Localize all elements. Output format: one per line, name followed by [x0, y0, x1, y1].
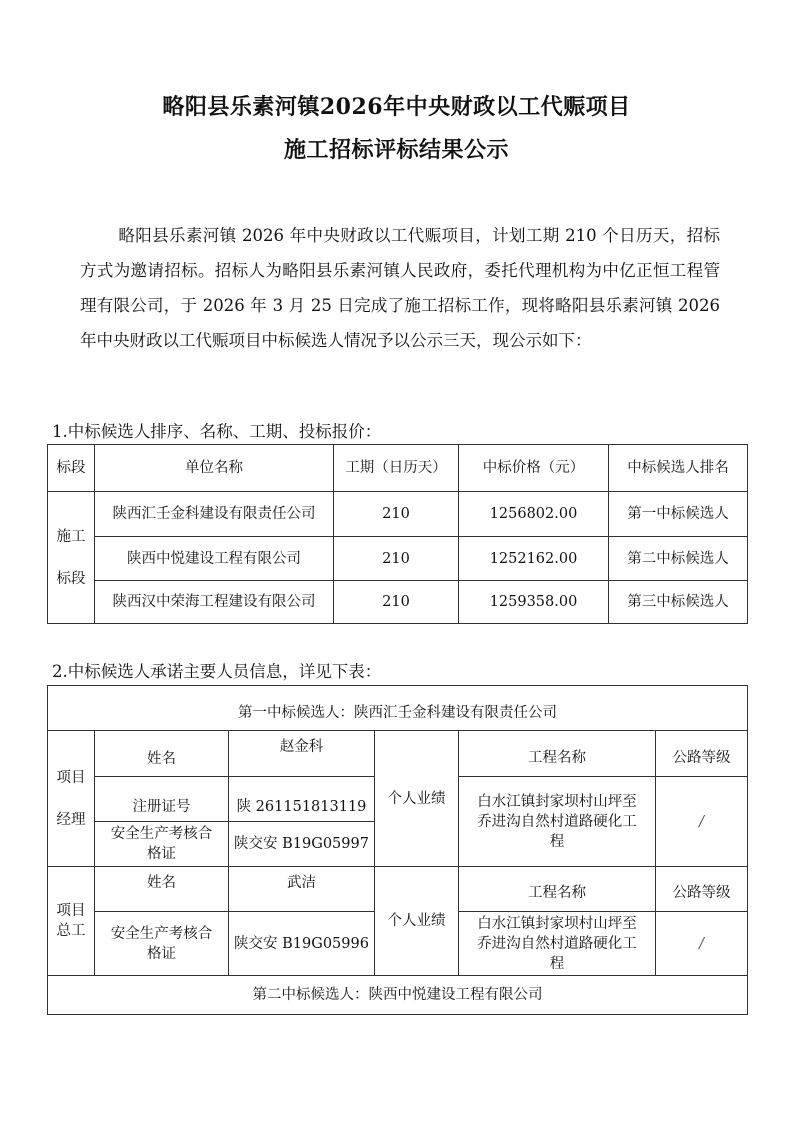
road-grade-header: 公路等级	[656, 867, 748, 912]
candidate1-banner: 第一中标候选人：陕西汇壬金科建设有限责任公司	[48, 686, 748, 731]
header-rank: 中标候选人排名	[609, 445, 748, 492]
role-line2: 经理	[56, 811, 86, 828]
document-title-line2: 施工招标评标结果公示	[283, 137, 509, 163]
safety-cert-label: 安全生产考核合格证	[95, 912, 229, 976]
days-cell: 210	[334, 581, 459, 624]
table-row	[48, 731, 748, 777]
reg-value: 陕 261151813119	[229, 777, 375, 822]
table-row	[48, 867, 748, 912]
role-line1: 项目	[56, 769, 86, 786]
section1-heading: 1.中标候选人排序、名称、工期、投标报价：	[52, 422, 382, 441]
rank-cell: 第一中标候选人	[609, 492, 748, 537]
road-grade-value: /	[656, 912, 748, 976]
document-title-line1: 略阳县乐素河镇2026年中央财政以工代赈项目	[162, 94, 631, 120]
performance-label: 个人业绩	[375, 867, 459, 976]
price-cell: 1256802.00	[459, 492, 609, 537]
header-company: 单位名称	[95, 445, 334, 492]
safety-cert-value: 陕交安 B19G05997	[229, 822, 375, 867]
name-value: 赵金科	[229, 731, 375, 777]
rank-cell: 第二中标候选人	[609, 537, 748, 581]
candidate2-banner: 第二中标候选人：陕西中悦建设工程有限公司	[48, 976, 748, 1015]
performance-label: 个人业绩	[375, 731, 459, 867]
table-header-row	[48, 445, 748, 492]
company-cell: 陕西汇壬金科建设有限责任公司	[95, 492, 334, 537]
role-line1: 项目	[56, 903, 86, 919]
project-name-header: 工程名称	[459, 731, 656, 777]
role-line2: 总工	[56, 923, 86, 939]
header-section: 标段	[48, 445, 95, 492]
days-cell: 210	[334, 537, 459, 581]
intro-text: 略阳县乐素河镇 2026 年中央财政以工代赈项目，计划工期 210 个日历天，招标方式为邀请招标。招标人为略阳县乐素河镇人民政府，委托代理机构为中亿正恒工程管理有限公司，于 2026 年 3 月 25 日完成了施工招标工作，现将略阳县乐素河镇 2026 年中央财政以工代赈项目中标候选人情况予以公示三天，现公示如下：	[80, 226, 720, 350]
company-cell: 陕西中悦建设工程有限公司	[95, 537, 334, 581]
intro-paragraph	[80, 218, 720, 358]
role-chief-engineer-cell	[48, 867, 95, 976]
section-label-line2: 标段	[56, 570, 86, 587]
table-row	[48, 492, 748, 537]
personnel-table	[47, 685, 748, 1015]
header-price: 中标价格（元）	[459, 445, 609, 492]
candidate1-banner-row	[48, 686, 748, 731]
safety-cert-value: 陕交安 B19G05996	[229, 912, 375, 976]
table-row	[48, 581, 748, 624]
table-row	[48, 537, 748, 581]
company-cell: 陕西汉中荣海工程建设有限公司	[95, 581, 334, 624]
section-label-line1: 施工	[56, 528, 86, 545]
safety-cert-label: 安全生产考核合格证	[95, 822, 229, 867]
candidate-ranking-table	[47, 444, 748, 624]
project-name-header: 工程名称	[459, 867, 656, 912]
name-label: 姓名	[95, 867, 229, 912]
road-grade-value: /	[656, 777, 748, 867]
header-days: 工期（日历天）	[334, 445, 459, 492]
name-value: 武洁	[229, 867, 375, 912]
project-name-value: 白水江镇封家坝村山坪至乔进沟自然村道路硬化工程	[459, 912, 656, 976]
reg-label: 注册证号	[95, 777, 229, 822]
name-label: 姓名	[95, 731, 229, 777]
price-cell: 1252162.00	[459, 537, 609, 581]
section-label-cell	[48, 492, 95, 624]
road-grade-header: 公路等级	[656, 731, 748, 777]
rank-cell: 第三中标候选人	[609, 581, 748, 624]
days-cell: 210	[334, 492, 459, 537]
candidate2-banner-row	[48, 976, 748, 1015]
price-cell: 1259358.00	[459, 581, 609, 624]
project-name-value: 白水江镇封家坝村山坪至乔进沟自然村道路硬化工程	[459, 777, 656, 867]
role-manager-cell	[48, 731, 95, 867]
section2-heading: 2.中标候选人承诺主要人员信息，详见下表：	[52, 662, 382, 681]
